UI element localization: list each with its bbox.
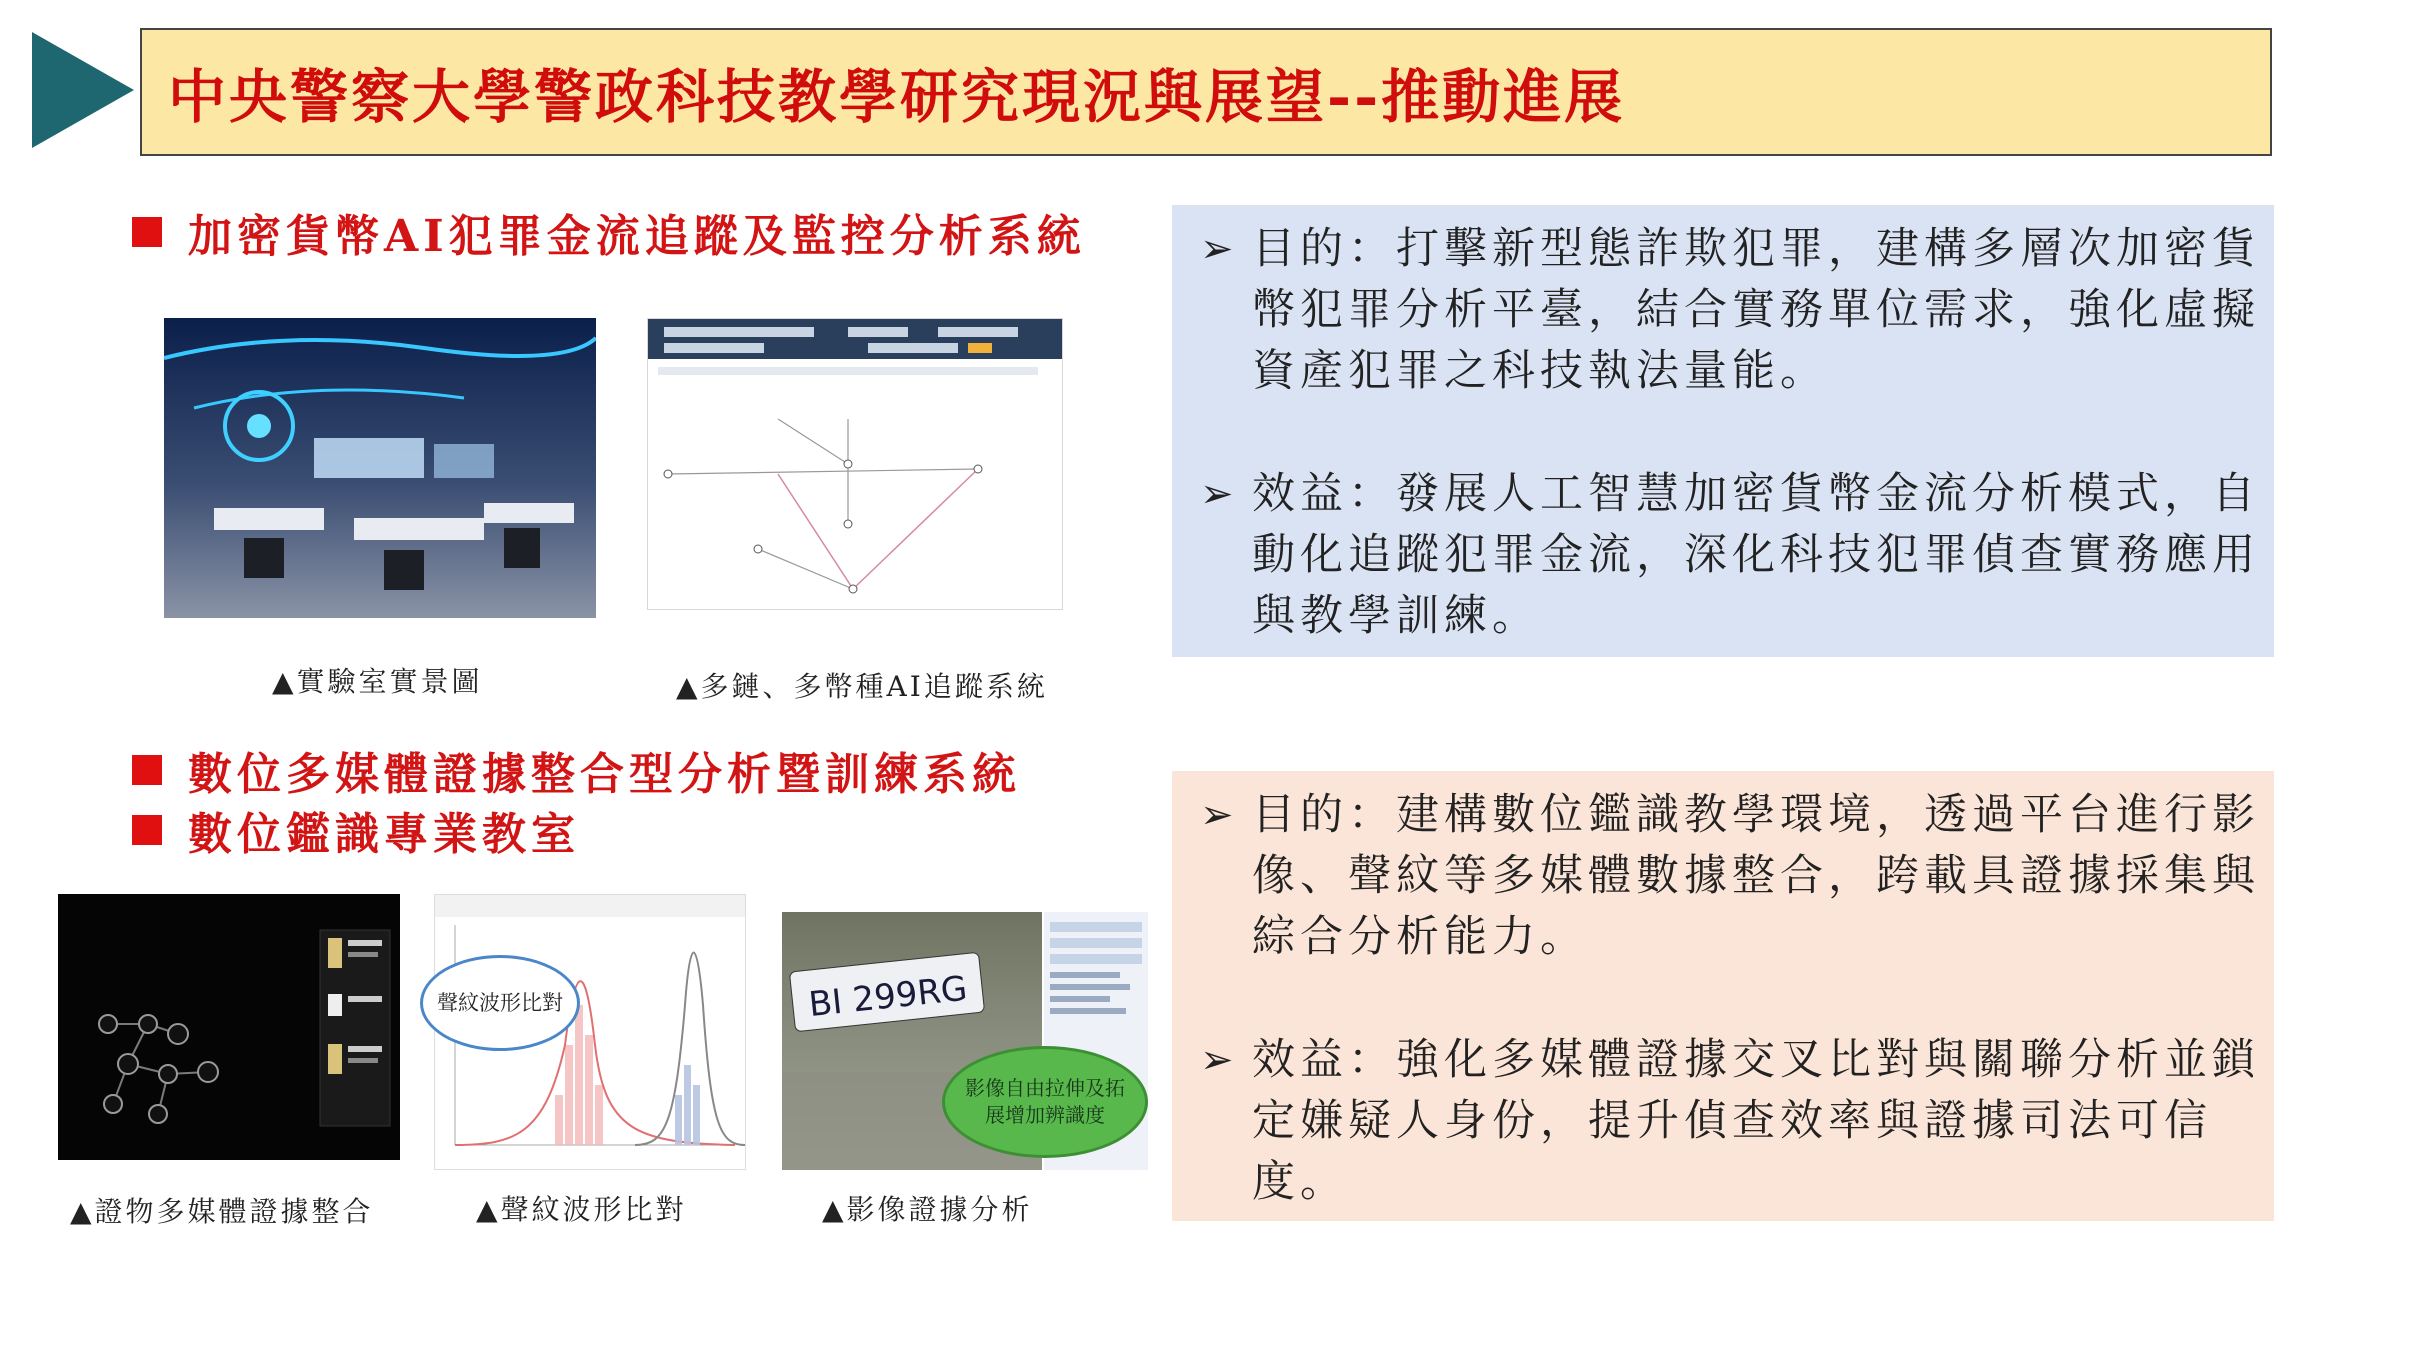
section1-description-panel xyxy=(1172,205,2274,657)
voiceprint-callout: 聲紋波形比對 xyxy=(420,955,580,1051)
arrow-bullet-icon: ➢ xyxy=(1200,226,1239,272)
section1-purpose-text: 目的：打擊新型態詐欺犯罪，建構多層次加密貨幣犯罪分析平臺，結合實務單位需求，強化虛擬資產犯罪之科技執法量能。 xyxy=(1252,224,2260,396)
license-plate-text: BI 299RG xyxy=(806,968,970,1026)
arrow-bullet-icon: ➢ xyxy=(1200,1037,1239,1083)
page-title: 中央警察大學警政科技教學研究現況與展望--推動進展 xyxy=(168,63,1626,131)
lab-photo-svg xyxy=(164,318,596,618)
image-stretch-callout: 影像自由拉伸及拓展增加辨識度 xyxy=(942,1046,1148,1158)
section2-benefit xyxy=(1200,1030,2264,1213)
caption-tracking-system: ▲多鏈、多幣種AI追蹤系統 xyxy=(676,670,1048,703)
caption-lab-photo: ▲實驗室實景圖 xyxy=(272,665,483,698)
section2-heading-1-text: 數位多媒體證據整合型分析暨訓練系統 xyxy=(188,749,1021,800)
section2-description-panel xyxy=(1172,771,2274,1221)
arrow-bullet-icon: ➢ xyxy=(1200,471,1239,517)
caption-image-analysis: ▲影像證據分析 xyxy=(822,1193,1033,1226)
section1-heading-text: 加密貨幣AI犯罪金流追蹤及監控分析系統 xyxy=(188,211,1086,262)
section2-purpose xyxy=(1200,785,2264,968)
section1-benefit-text: 效益：發展人工智慧加密貨幣金流分析模式，自動化追蹤犯罪金流，深化科技犯罪偵查實務應用與教學訓練。 xyxy=(1252,469,2260,641)
section2-purpose-text: 目的：建構數位鑑識教學環境，透過平台進行影像、聲紋等多媒體數據整合，跨載具證據採集與綜合分析能力。 xyxy=(1252,790,2260,962)
tracking-graph-svg xyxy=(648,319,1063,610)
red-square-bullet-icon xyxy=(132,815,162,845)
section2-heading-1 xyxy=(132,738,1021,802)
title-bar xyxy=(140,28,2272,156)
section1-heading xyxy=(132,200,1086,264)
section2-benefit-text: 效益：強化多媒體證據交叉比對與關聯分析並鎖定嫌疑人身份，提升偵查效率與證據司法可信度。 xyxy=(1252,1035,2260,1207)
arrow-bullet-icon: ➢ xyxy=(1200,792,1239,838)
section2-heading-2-text: 數位鑑識專業教室 xyxy=(188,809,580,860)
lab-photo xyxy=(164,318,596,618)
red-square-bullet-icon xyxy=(132,217,162,247)
section2-heading-2 xyxy=(132,798,580,862)
evidence-integration-screenshot xyxy=(58,894,400,1160)
tracking-system-screenshot xyxy=(647,318,1063,610)
evidence-network-svg xyxy=(58,894,400,1160)
caption-evidence-integration: ▲證物多媒體證據整合 xyxy=(70,1195,374,1228)
red-square-bullet-icon xyxy=(132,755,162,785)
section1-purpose xyxy=(1200,219,2264,402)
title-arrow-icon xyxy=(32,32,134,148)
caption-voiceprint: ▲聲紋波形比對 xyxy=(476,1193,687,1226)
section1-benefit xyxy=(1200,464,2264,647)
